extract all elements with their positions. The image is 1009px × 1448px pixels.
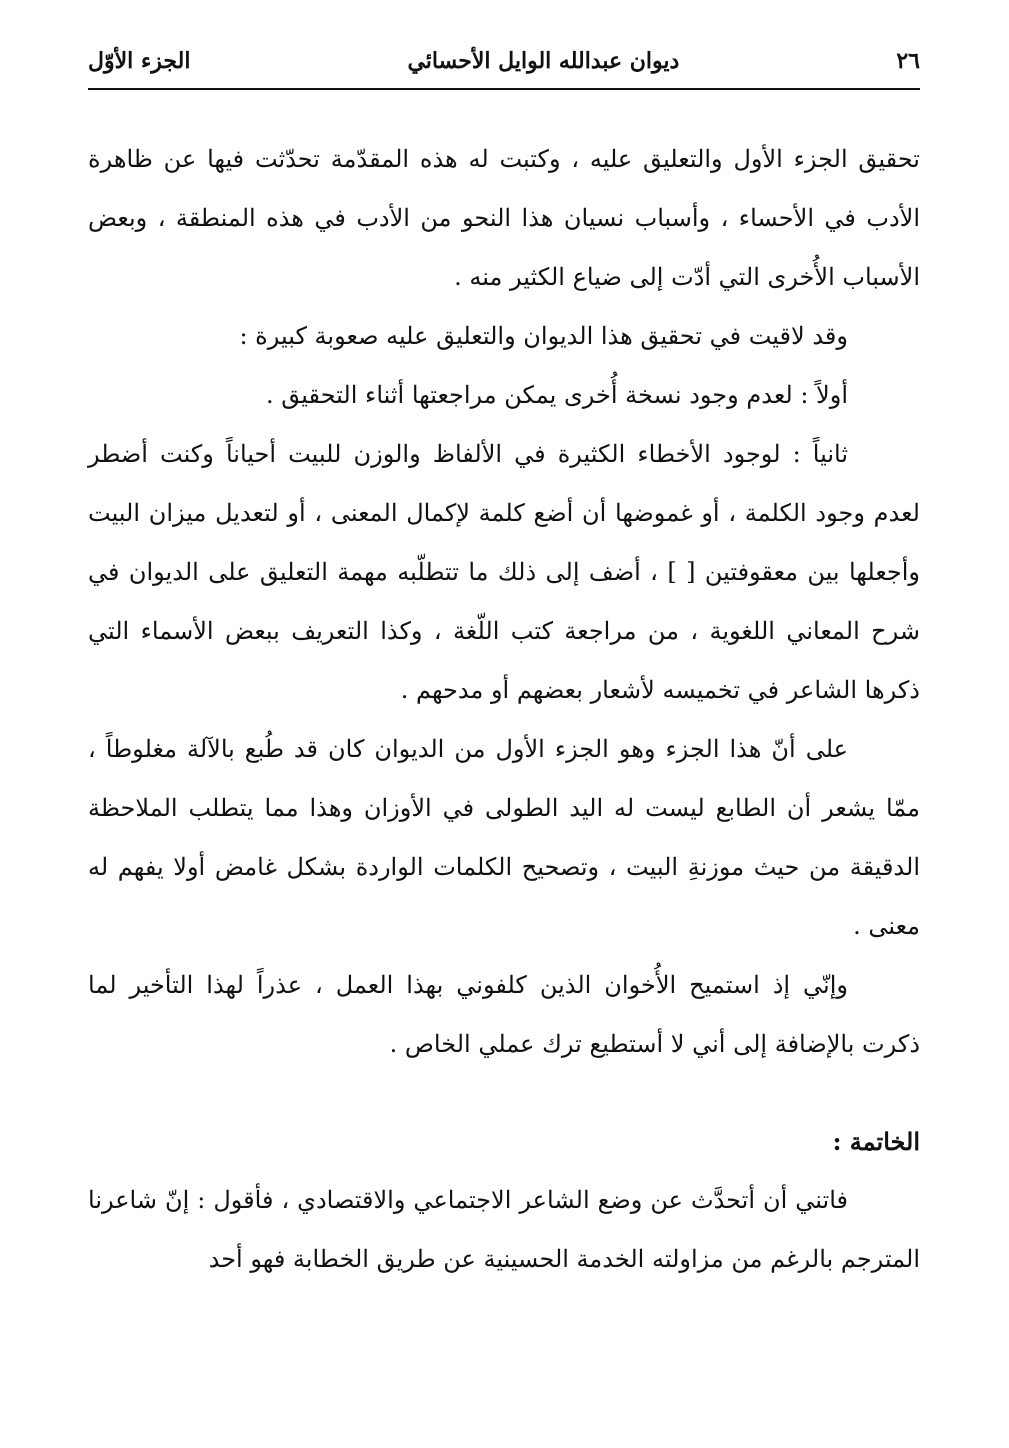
paragraph-second-reason: ثانياً : لوجود الأخطاء الكثيرة في الألفاظ والوزن للبيت أحياناً وكنت أضطر لعدم وجود الكلمة ، أو غموضها أن أضع كلمة لإكمال المعنى ، أو لتعديل ميزان البيت وأجعلها بين معقوفتين [ ] ، أضف إلى ذلك ما تتطلّبه مهمة التعليق على الديوان في شرح المعاني اللغوية ، من مراجعة كتب اللّغة ، وكذا التعريف ببعض الأسماء التي ذكرها الشاعر في تخميسه لأشعار بعضهم أو مدحهم . xyxy=(88,440,920,704)
book-title: ديوان عبدالله الوايل الأحسائي xyxy=(407,48,680,74)
paragraph-first-reason: أولاً : لعدم وجود نسخة أُخرى يمكن مراجعتها أثناء التحقيق . xyxy=(266,381,848,409)
paragraph-apology: وإنّي إذ استميح الأُخوان الذين كلفوني بهذا العمل ، عذراً لهذا التأخير لما ذكرت بالإضافة إلى أني لا أستطيع ترك عملي الخاص . xyxy=(88,971,920,1058)
paragraph-difficulty: وقد لاقيت في تحقيق هذا الديوان والتعليق عليه صعوبة كبيرة : xyxy=(239,322,848,350)
paragraph-conclusion: فاتني أن أتحدَّث عن وضع الشاعر الاجتماعي والاقتصادي ، فأقول : إنّ شاعرنا المترجم بالرغم من مزاولته الخدمة الحسينية عن طريق الخطابة فهو أحد xyxy=(88,1186,920,1273)
body-text xyxy=(88,130,920,1289)
conclusion-heading: الخاتمة : xyxy=(832,1127,920,1156)
page-header xyxy=(88,40,920,90)
page-number: ٢٦ xyxy=(896,48,920,74)
paragraph-printing-errors: على أنّ هذا الجزء وهو الجزء الأول من الديوان كان قد طُبع بالآلة مغلوطاً ، ممّا يشعر أن الطابع ليست له اليد الطولى في الأوزان وهذا مما يتطلب الملاحظة الدقيقة من حيث موزنةِ البيت ، وتصحيح الكلمات الواردة بشكل غامض أولا يفهم له معنى . xyxy=(88,735,920,940)
part-label: الجزء الأوّل xyxy=(88,48,191,74)
paragraph-intro: تحقيق الجزء الأول والتعليق عليه ، وكتبت له هذه المقدّمة تحدّثت فيها عن ظاهرة الأدب في الأحساء ، وأسباب نسيان هذا النحو من الأدب في هذه المنطقة ، وبعض الأسباب الأُخرى التي أدّت إلى ضياع الكثير منه . xyxy=(88,145,920,291)
